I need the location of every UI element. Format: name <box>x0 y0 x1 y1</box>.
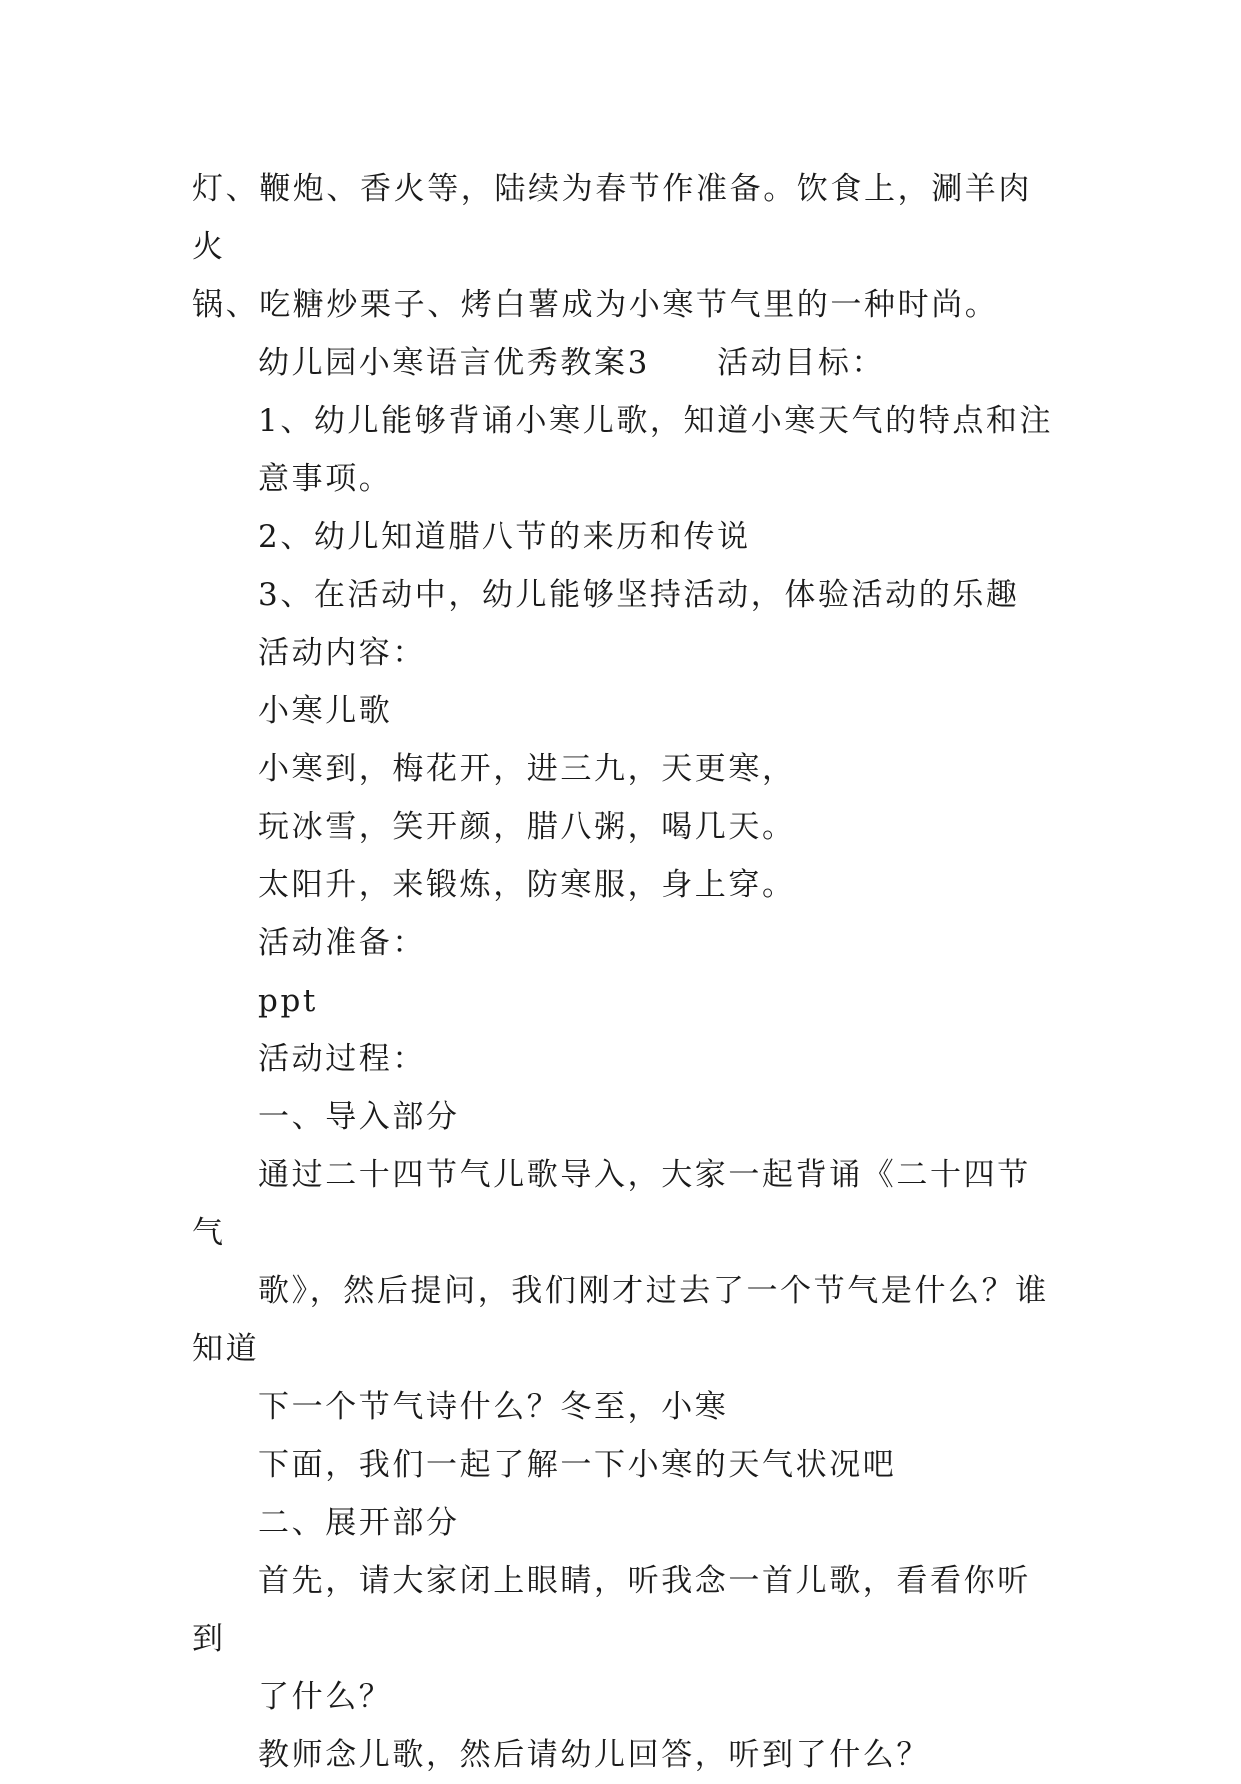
paragraph <box>192 1436 1054 1494</box>
paragraph <box>192 1030 1054 1088</box>
text-line: 小寒到，梅花开，进三九，天更寒， <box>258 751 796 787</box>
text-line: 一、导入部分 <box>258 1099 460 1135</box>
text-line: 1、幼儿能够背诵小寒儿歌，知道小寒天气的特点和注 <box>258 403 1054 439</box>
paragraph <box>192 392 1054 508</box>
text-line: 了什么？ <box>258 1679 393 1715</box>
paragraph <box>192 1088 1054 1146</box>
paragraph <box>192 914 1054 972</box>
text-line: 歌》，然后提问，我们刚才过去了一个节气是什么？谁知道 <box>192 1273 1049 1367</box>
paragraph <box>192 566 1054 624</box>
document-body <box>192 160 1054 1784</box>
text-line: 锅、吃糖炒栗子、烤白薯成为小寒节气里的一种时尚。 <box>192 287 999 323</box>
text-line: 3、在活动中，幼儿能够坚持活动，体验活动的乐趣 <box>258 577 1020 613</box>
text-line: 意事项。 <box>258 461 393 497</box>
paragraph <box>192 1494 1054 1552</box>
text-line: 通过二十四节气儿歌导入，大家一起背诵《二十四节气 <box>192 1157 1031 1251</box>
paragraph <box>192 624 1054 682</box>
text-line: 二、展开部分 <box>258 1505 460 1541</box>
text-line: 2、幼儿知道腊八节的来历和传说 <box>258 519 751 555</box>
text-line: 教师念儿歌，然后请幼儿回答，听到了什么？ <box>258 1737 930 1773</box>
text-line: 下面，我们一起了解一下小寒的天气状况吧 <box>258 1447 897 1483</box>
text-line: 幼儿园小寒语言优秀教案3 活动目标： <box>258 345 886 381</box>
text-line: 小寒儿歌 <box>258 693 393 729</box>
text-line: 太阳升，来锻炼，防寒服，身上穿。 <box>258 867 796 903</box>
paragraph <box>192 160 1054 334</box>
text-line: 灯、鞭炮、香火等，陆续为春节作准备。饮食上，涮羊肉火 <box>192 171 1032 265</box>
text-line: 玩冰雪，笑开颜，腊八粥，喝几天。 <box>258 809 796 845</box>
paragraph <box>192 1726 1054 1784</box>
paragraph <box>192 508 1054 566</box>
text-line: ppt <box>258 983 318 1019</box>
text-line: 下一个节气诗什么？冬至，小寒 <box>258 1389 729 1425</box>
paragraph <box>192 798 1054 856</box>
text-line: 首先，请大家闭上眼睛，听我念一首儿歌，看看你听到 <box>192 1563 1031 1657</box>
paragraph <box>192 334 1054 392</box>
text-line: 活动内容： <box>258 635 426 671</box>
paragraph <box>192 856 1054 914</box>
text-line: 活动过程： <box>258 1041 426 1077</box>
paragraph <box>192 1146 1054 1436</box>
paragraph <box>192 1552 1054 1726</box>
text-line: 活动准备： <box>258 925 426 961</box>
paragraph <box>192 682 1054 740</box>
paragraph <box>192 740 1054 798</box>
paragraph <box>192 972 1054 1030</box>
